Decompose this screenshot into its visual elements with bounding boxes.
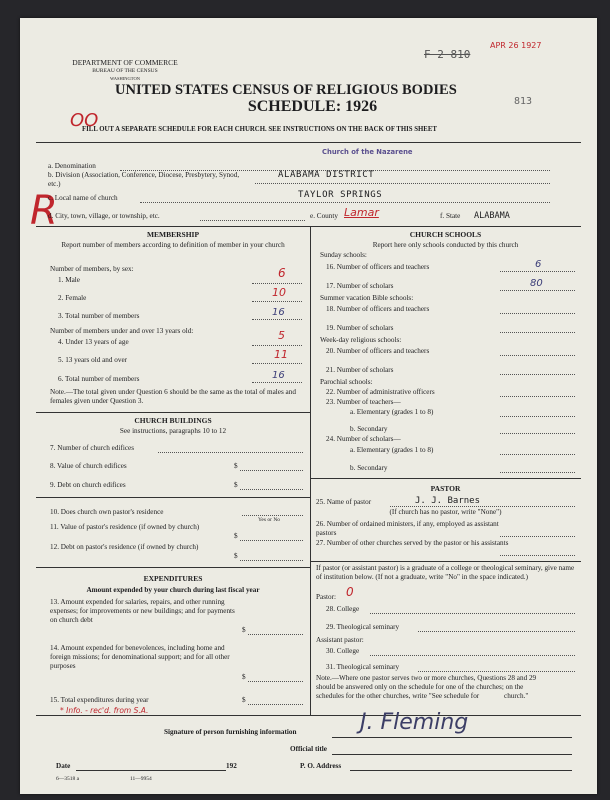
- q12-label: 12. Debt on pastor's residence (if owned by church): [50, 543, 199, 551]
- q23-label: 23. Number of teachers—: [326, 398, 401, 406]
- q5-value: 11: [274, 348, 288, 361]
- q7-label: 7. Number of church edifices: [50, 444, 135, 452]
- header-rule: [36, 142, 581, 143]
- q10-label: 10. Does church own pastor's residence: [50, 508, 164, 516]
- q1-label: 1. Male: [58, 276, 80, 284]
- q12-dollar: $: [234, 552, 238, 560]
- form-title: UNITED STATES CENSUS OF RELIGIOUS BODIES: [115, 82, 457, 98]
- mark-r: R: [30, 188, 58, 234]
- pastor-mark: 0: [346, 585, 354, 599]
- pastor-note: Note.—Where one pastor serves two or more churches, Questions 28 and 29 should be answered only on the schedule for one of the churches; on the schedules for the other churches, write "See schedule for: [316, 674, 537, 700]
- q14-dollar: $: [242, 673, 246, 681]
- q29-label: 29. Theological seminary: [326, 623, 400, 631]
- q24-label: 24. Number of scholars—: [326, 435, 401, 443]
- signature: J. Fleming: [360, 710, 469, 735]
- church-name-label: c. Local name of church: [48, 194, 118, 202]
- parochial-label: Parochial schools:: [320, 378, 373, 386]
- q11-dollar: $: [234, 532, 238, 540]
- division-label: b. Division (Association, Conference, Diocese, Presbytery, Synod, etc.): [48, 171, 240, 188]
- expenditures-sub: Amount expended by your church during last fiscal year: [86, 586, 260, 594]
- q3-value: 16: [272, 307, 285, 318]
- state-label: f. State: [440, 212, 461, 220]
- denomination-label: a. Denomination: [48, 162, 96, 170]
- census-form: [20, 18, 597, 794]
- q17-label: 17. Number of scholars: [326, 282, 394, 290]
- q2-label: 2. Female: [58, 294, 87, 302]
- q25-value: J. J. Barnes: [415, 496, 481, 506]
- form-number-1: 6—3518 a: [56, 776, 80, 782]
- q9-dollar: $: [234, 481, 238, 489]
- q19-label: 19. Number of scholars: [326, 324, 394, 332]
- mark-oo: OO: [70, 110, 99, 131]
- q8-dollar: $: [234, 462, 238, 470]
- weekday-label: Week-day religious schools:: [320, 336, 402, 344]
- handwritten-note: * Info. - rec'd. from S.A.: [60, 706, 149, 715]
- assistant-label: Assistant pastor:: [316, 636, 364, 644]
- q6-label: 6. Total number of members: [58, 375, 140, 383]
- q30-label: 30. College: [326, 647, 360, 655]
- q2-value: 10: [272, 286, 286, 299]
- number-right: 813: [514, 96, 533, 107]
- q26-label: 26. Number of ordained ministers, if any, employed as assistant pastors: [316, 520, 499, 537]
- buildings-sub: See instructions, paragraphs 10 to 12: [119, 427, 227, 435]
- q9-label: 9. Debt on church edifices: [50, 481, 126, 489]
- form-number-2: 11—9954: [130, 776, 152, 782]
- q31-label: 31. Theological seminary: [326, 663, 400, 671]
- q13-dollar: $: [242, 626, 246, 634]
- summer-label: Summer vacation Bible schools:: [320, 294, 414, 302]
- pastor-title: PASTOR: [430, 484, 461, 493]
- denomination-stamp: Church of the Nazarene: [322, 148, 413, 156]
- q22-label: 22. Number of administrative officers: [326, 388, 435, 396]
- year-label: 192: [226, 762, 237, 770]
- pastor-note-end: church.": [504, 692, 529, 700]
- q4-label: 4. Under 13 years of age: [58, 338, 129, 346]
- sunday-label: Sunday schools:: [320, 251, 367, 259]
- po-address-label: P. O. Address: [300, 762, 342, 770]
- membership-intro: Report number of members according to definition of member in your church: [61, 241, 285, 249]
- column-divider: [310, 226, 311, 716]
- membership-title: MEMBERSHIP: [146, 230, 200, 239]
- q6-value: 16: [272, 370, 285, 381]
- instruction-text: FILL OUT A SEPARATE SCHEDULE FOR EACH CHURCH. SEE INSTRUCTIONS ON THE BACK OF THIS SHEET: [82, 126, 437, 133]
- q1-value: 6: [278, 266, 286, 280]
- q20-label: 20. Number of officers and teachers: [326, 347, 430, 355]
- q17-value: 80: [530, 278, 543, 289]
- q15-dollar: $: [242, 696, 246, 704]
- state-value: ALABAMA: [474, 211, 510, 221]
- q23a-label: a. Elementary (grades 1 to 8): [350, 408, 434, 416]
- city-label: d. City, town, village, or township, etc.: [48, 212, 160, 220]
- pastor-label: Pastor:: [316, 593, 336, 601]
- q15-label: 15. Total expenditures during year: [50, 696, 149, 704]
- q11-label: 11. Value of pastor's residence (if owned by church): [50, 523, 200, 531]
- church-name-value: TAYLOR SPRINGS: [298, 190, 383, 200]
- age-label: Number of members under and over 13 years old:: [50, 327, 194, 335]
- q25-label: 25. Name of pastor: [316, 498, 372, 506]
- date-label: Date: [56, 762, 71, 770]
- q24b-label: b. Secondary: [350, 464, 388, 472]
- q23b-label: b. Secondary: [350, 425, 388, 433]
- signature-label: Signature of person furnishing information: [164, 728, 297, 736]
- expenditures-title: EXPENDITURES: [143, 574, 203, 583]
- q25-note: (If church has no pastor, write "None"): [389, 508, 502, 516]
- q24a-label: a. Elementary (grades 1 to 8): [350, 446, 434, 454]
- city-name: WASHINGTON: [110, 76, 140, 81]
- q4-value: 5: [278, 329, 285, 342]
- q16-value: 6: [535, 259, 542, 270]
- membership-note: Note.—The total given under Question 6 should be the same as the total of males and females given under Question 3.: [50, 388, 296, 405]
- official-title-label: Official title: [290, 745, 327, 753]
- schools-sub: Report here only schools conducted by this church: [372, 241, 519, 249]
- q8-label: 8. Value of church edifices: [50, 462, 127, 470]
- sex-label: Number of members, by sex:: [50, 265, 134, 273]
- graduate-note: If pastor (or assistant pastor) is a graduate of a college or theological seminary, give name of institution below. (If not a graduate, write "No" in the space indicated.): [316, 564, 575, 581]
- schedule-title: SCHEDULE: 1926: [247, 98, 378, 115]
- q27-label: 27. Number of other churches served by the pastor or his assistants: [316, 539, 509, 547]
- county-label: e. County: [310, 212, 338, 220]
- q16-label: 16. Number of officers and teachers: [326, 263, 430, 271]
- buildings-title: CHURCH BUILDINGS: [134, 416, 212, 425]
- q14-label: 14. Amount expended for benevolences, including home and foreign missions; for denominational support; and for all other purposes: [50, 644, 230, 670]
- q5-label: 5. 13 years old and over: [58, 356, 128, 364]
- dept-name: DEPARTMENT OF COMMERCE: [72, 58, 178, 67]
- stamp-number: F 2 810: [424, 48, 471, 61]
- division-value: ALABAMA DISTRICT: [278, 170, 375, 180]
- yes-no-hint: Yes or No: [258, 517, 281, 523]
- q21-label: 21. Number of scholars: [326, 366, 394, 374]
- q3-label: 3. Total number of members: [58, 312, 140, 320]
- q28-label: 28. College: [326, 605, 360, 613]
- schools-title: CHURCH SCHOOLS: [409, 230, 482, 239]
- bureau-name: BUREAU OF THE CENSUS: [92, 68, 158, 74]
- q13-label: 13. Amount expended for salaries, repairs, and other running expenses; for improvements or new buildings; and for payments on church debt: [50, 598, 235, 624]
- county-value: Lamar: [344, 206, 379, 219]
- date-stamp: APR 26 1927: [490, 41, 542, 50]
- q18-label: 18. Number of officers and teachers: [326, 305, 430, 313]
